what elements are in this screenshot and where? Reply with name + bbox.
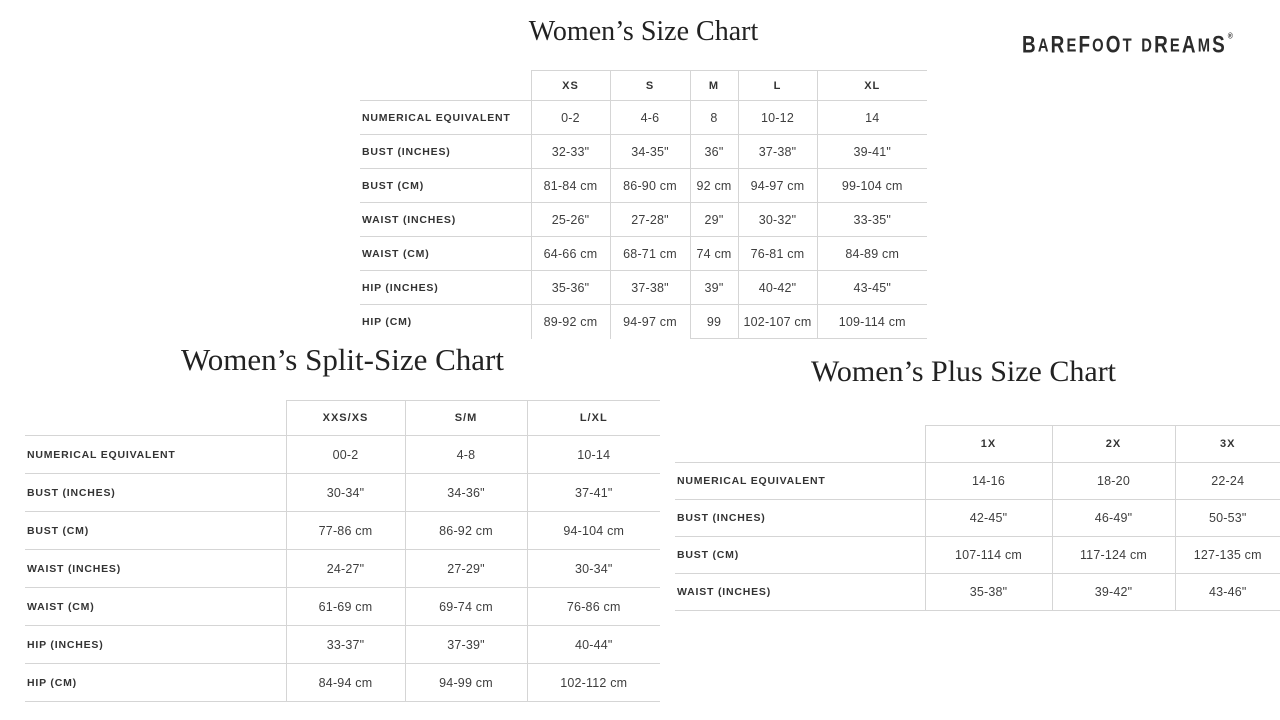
- table-row: [25, 664, 660, 702]
- cell: 50-53": [1175, 500, 1280, 537]
- cell: 14-16: [925, 463, 1052, 500]
- womens-plus-size-chart-section: [675, 353, 1280, 611]
- row-label: HIP (INCHES): [25, 626, 286, 664]
- cell: 18-20: [1052, 463, 1175, 500]
- split-table: [25, 400, 660, 702]
- row-label: BUST (INCHES): [360, 135, 531, 169]
- cell: 64-66 cm: [531, 237, 610, 271]
- cell: 40-42": [738, 271, 817, 305]
- cell: 8: [690, 101, 738, 135]
- cell: 86-92 cm: [405, 512, 527, 550]
- cell: 10-12: [738, 101, 817, 135]
- cell: 27-28": [610, 203, 690, 237]
- cell: 36": [690, 135, 738, 169]
- corner-cell: [675, 426, 925, 463]
- table-row: [360, 271, 927, 305]
- cell: 25-26": [531, 203, 610, 237]
- logo-letter: O: [1105, 31, 1123, 58]
- womens-table: [360, 70, 927, 339]
- logo-letter: M: [1197, 34, 1213, 56]
- logo-letter: S: [1212, 31, 1227, 58]
- cell: 30-34": [286, 474, 405, 512]
- column-header: S: [610, 71, 690, 101]
- logo-letter: R: [1050, 31, 1067, 58]
- cell: 94-104 cm: [527, 512, 660, 550]
- cell: 86-90 cm: [610, 169, 690, 203]
- womens-plus-size-chart-table: [675, 425, 1280, 611]
- cell: 127-135 cm: [1175, 537, 1280, 574]
- cell: 46-49": [1052, 500, 1175, 537]
- column-header: M: [690, 71, 738, 101]
- logo-letter: [1134, 31, 1141, 59]
- registered-mark: ®: [1227, 31, 1236, 41]
- row-label: NUMERICAL EQUIVALENT: [675, 463, 925, 500]
- cell: 37-38": [738, 135, 817, 169]
- cell: 107-114 cm: [925, 537, 1052, 574]
- row-label: WAIST (CM): [360, 237, 531, 271]
- table-row: [360, 237, 927, 271]
- row-label: HIP (INCHES): [360, 271, 531, 305]
- cell: 94-97 cm: [738, 169, 817, 203]
- cell: 34-35": [610, 135, 690, 169]
- row-label: BUST (CM): [25, 512, 286, 550]
- row-label: HIP (CM): [362, 315, 412, 328]
- row-label: WAIST (CM): [25, 588, 286, 626]
- cell: 61-69 cm: [286, 588, 405, 626]
- table-row: [25, 512, 660, 550]
- row-label: BUST (INCHES): [25, 474, 286, 512]
- cell: 89-92 cm: [531, 305, 610, 339]
- cell: 117-124 cm: [1052, 537, 1175, 574]
- column-header: S/M: [405, 401, 527, 436]
- cell: 35-36": [531, 271, 610, 305]
- womens-split-size-chart-section: [25, 340, 660, 702]
- cell: 99-104 cm: [817, 169, 927, 203]
- cell: 76-86 cm: [527, 588, 660, 626]
- row-label: BUST (INCHES): [675, 500, 925, 537]
- cell: 4-6: [610, 101, 690, 135]
- table-row: [25, 474, 660, 512]
- table-row: [25, 626, 660, 664]
- cell: 74 cm: [690, 237, 738, 271]
- cell: 99: [690, 305, 738, 339]
- row-label: WAIST (INCHES): [25, 550, 286, 588]
- cell: 24-27": [286, 550, 405, 588]
- table-row: [360, 101, 927, 135]
- cell: 109-114 cm: [817, 305, 927, 339]
- cell: 29": [690, 203, 738, 237]
- cell: 81-84 cm: [531, 169, 610, 203]
- table-row: [675, 463, 1280, 500]
- logo-letter: R: [1154, 31, 1170, 58]
- cell: 27-29": [405, 550, 527, 588]
- table-row: [360, 169, 927, 203]
- table-row: [360, 203, 927, 237]
- logo-letter: A: [1037, 34, 1051, 56]
- womens-size-chart-section: [360, 14, 927, 339]
- cell: 37-39": [405, 626, 527, 664]
- logo-letter: E: [1169, 34, 1182, 56]
- cell: 34-36": [405, 474, 527, 512]
- table-row: [25, 588, 660, 626]
- logo-letter: B: [1022, 31, 1038, 58]
- column-header: 2X: [1052, 426, 1175, 463]
- table-row: [360, 135, 927, 169]
- cell: 35-38": [925, 574, 1052, 611]
- cell: 42-45": [925, 500, 1052, 537]
- brand-logo: [1022, 31, 1235, 59]
- cell: 30-32": [738, 203, 817, 237]
- womens-plus-size-chart-title: Women’s Plus Size Chart: [810, 355, 1117, 388]
- row-label: BUST (CM): [360, 169, 531, 203]
- cell: 94-97 cm: [610, 305, 690, 339]
- cell: 84-94 cm: [286, 664, 405, 702]
- logo-letter: T: [1122, 34, 1134, 56]
- womens-size-chart-title: Women’s Size Chart: [528, 16, 759, 47]
- row-label: WAIST (INCHES): [675, 574, 925, 611]
- cell: 33-35": [817, 203, 927, 237]
- table-row: [675, 537, 1280, 574]
- cell: 92 cm: [690, 169, 738, 203]
- logo-letter: O: [1092, 34, 1106, 56]
- row-label: NUMERICAL EQUIVALENT: [25, 436, 286, 474]
- row-label: WAIST (INCHES): [360, 203, 531, 237]
- column-header: XXS/XS: [286, 401, 405, 436]
- row-label: NUMERICAL EQUIVALENT: [360, 101, 531, 135]
- cell: 69-74 cm: [405, 588, 527, 626]
- cell: 39-42": [1052, 574, 1175, 611]
- womens-size-chart-table: [360, 70, 927, 339]
- row-label: BUST (CM): [675, 537, 925, 574]
- cell: 39": [690, 271, 738, 305]
- logo-letter: D: [1141, 34, 1155, 56]
- cell: 00-2: [286, 436, 405, 474]
- cell: 84-89 cm: [817, 237, 927, 271]
- cell: 37-41": [527, 474, 660, 512]
- column-header: L: [738, 71, 817, 101]
- cell: 32-33": [531, 135, 610, 169]
- corner-cell: [360, 71, 531, 101]
- cell: 4-8: [405, 436, 527, 474]
- cell: 43-45": [817, 271, 927, 305]
- table-row: [360, 305, 927, 339]
- row-label: HIP (CM): [25, 664, 286, 702]
- cell: 37-38": [610, 271, 690, 305]
- cell: 10-14: [527, 436, 660, 474]
- cell: 0-2: [531, 101, 610, 135]
- logo-letter: A: [1181, 31, 1198, 58]
- cell: 39-41": [817, 135, 927, 169]
- table-row: [25, 550, 660, 588]
- womens-split-size-chart-table: [25, 400, 660, 702]
- column-header: 1X: [925, 426, 1052, 463]
- table-row: [25, 436, 660, 474]
- cell: 102-107 cm: [738, 305, 817, 339]
- cell: 77-86 cm: [286, 512, 405, 550]
- table-row: [675, 500, 1280, 537]
- cell: 22-24: [1175, 463, 1280, 500]
- plus-table: [675, 425, 1280, 611]
- cell: 30-34": [527, 550, 660, 588]
- logo-letter: F: [1078, 31, 1093, 58]
- corner-cell: [25, 401, 286, 436]
- column-header: 3X: [1175, 426, 1280, 463]
- logo-letter: E: [1066, 34, 1079, 56]
- cell: 33-37": [286, 626, 405, 664]
- cell: 43-46": [1175, 574, 1280, 611]
- cell: 14: [817, 101, 927, 135]
- cell: 94-99 cm: [405, 664, 527, 702]
- cell: 40-44": [527, 626, 660, 664]
- column-header: XS: [531, 71, 610, 101]
- womens-split-size-chart-title: Women’s Split-Size Chart: [181, 342, 504, 377]
- column-header: L/XL: [527, 401, 660, 436]
- cell: 102-112 cm: [527, 664, 660, 702]
- cell: 76-81 cm: [738, 237, 817, 271]
- table-row: [675, 574, 1280, 611]
- column-header: XL: [817, 71, 927, 101]
- cell: 68-71 cm: [610, 237, 690, 271]
